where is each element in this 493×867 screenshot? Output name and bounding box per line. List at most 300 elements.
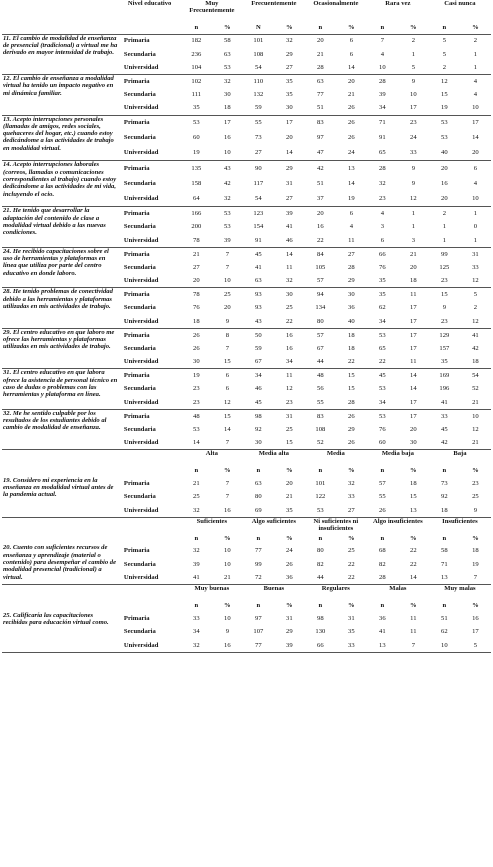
percent-cell: 25 (348, 547, 355, 555)
percent-cell: 28 (348, 263, 355, 271)
count-cell: 20 (317, 37, 324, 45)
percent-cell: 33 (348, 641, 355, 649)
subheader-n: n (380, 467, 385, 475)
survey-results-table (2, 0, 491, 653)
count-cell: 196 (439, 385, 450, 393)
percent-cell: 7 (411, 641, 415, 649)
percent-cell: 18 (410, 479, 417, 487)
count-cell: 53 (379, 412, 386, 420)
education-level-label: Primaria (123, 614, 150, 622)
count-cell: 32 (193, 641, 200, 649)
education-level-label: Secundaria (123, 180, 156, 188)
subheader-n: n (256, 534, 261, 542)
subheader-n: n (442, 534, 447, 542)
count-cell: 105 (315, 263, 326, 271)
count-cell: 2 (442, 210, 446, 218)
percent-cell: 9 (411, 165, 415, 173)
count-cell: 63 (255, 277, 262, 285)
percent-cell: 16 (472, 614, 479, 622)
education-level-label: Primaria (123, 547, 150, 555)
section-column-header: Alta (205, 450, 218, 458)
percent-cell: 30 (410, 439, 417, 447)
percent-cell: 35 (348, 628, 355, 636)
percent-cell: 22 (410, 560, 417, 568)
percent-cell: 31 (286, 180, 293, 188)
count-cell: 48 (317, 372, 324, 380)
section-column-header: Ni suficientes ni insuficientes (313, 517, 359, 533)
percent-cell: 17 (410, 344, 417, 352)
count-cell: 23 (379, 195, 386, 203)
education-level-label: Primaria (123, 412, 150, 420)
count-cell: 54 (255, 195, 262, 203)
count-cell: 57 (317, 331, 324, 339)
percent-cell: 10 (224, 547, 231, 555)
percent-cell: 3 (411, 236, 415, 244)
section-subheader-row (2, 600, 491, 612)
count-cell: 53 (193, 425, 200, 433)
education-level-label: Universidad (123, 236, 159, 244)
count-cell: 10 (441, 641, 448, 649)
section-column-header: Malas (389, 585, 407, 593)
percent-cell: 30 (286, 291, 293, 299)
percent-cell: 21 (286, 493, 293, 501)
education-level-label: Secundaria (123, 344, 156, 352)
percent-cell: 29 (286, 628, 293, 636)
percent-cell: 18 (410, 277, 417, 285)
education-level-label: Universidad (123, 195, 159, 203)
percent-cell: 31 (286, 412, 293, 420)
percent-cell: 31 (286, 614, 293, 622)
percent-cell: 24 (286, 547, 293, 555)
count-cell: 93 (255, 304, 262, 312)
percent-cell: 10 (224, 614, 231, 622)
subheader-pct: % (472, 24, 479, 32)
count-cell: 92 (255, 425, 262, 433)
count-cell: 101 (253, 37, 264, 45)
education-level-label: Secundaria (123, 91, 156, 99)
count-cell: 30 (193, 358, 200, 366)
percent-cell: 17 (410, 317, 417, 325)
count-cell: 21 (193, 479, 200, 487)
percent-cell: 16 (286, 344, 293, 352)
percent-cell: 7 (225, 439, 229, 447)
percent-cell: 33 (472, 263, 479, 271)
count-cell: 71 (441, 560, 448, 568)
percent-cell: 6 (473, 165, 478, 173)
count-cell: 21 (193, 250, 200, 258)
count-cell: 65 (379, 344, 386, 352)
percent-cell: 9 (411, 180, 415, 188)
section-column-header: Regulares (321, 585, 350, 593)
subheader-pct: % (224, 24, 231, 32)
count-cell: 77 (255, 547, 262, 555)
percent-cell: 7 (225, 263, 229, 271)
count-cell: 5 (442, 50, 446, 58)
percent-cell: 17 (410, 412, 417, 420)
percent-cell: 21 (472, 398, 479, 406)
percent-cell: 4 (473, 77, 478, 85)
subheader-pct: % (348, 467, 355, 475)
percent-cell: 29 (348, 425, 355, 433)
count-cell: 13 (441, 574, 448, 582)
count-cell: 71 (379, 119, 386, 127)
percent-cell: 30 (286, 104, 293, 112)
count-cell: 76 (379, 263, 386, 271)
count-cell: 12 (441, 77, 448, 85)
percent-cell: 33 (410, 149, 417, 157)
education-level-label: Universidad (123, 317, 159, 325)
percent-cell: 16 (286, 331, 293, 339)
percent-cell: 14 (348, 63, 355, 71)
percent-cell: 4 (473, 180, 478, 188)
education-level-label: Universidad (123, 439, 159, 447)
question-text: 32. Me he sentido culpable por los resultados de los estudiantes debido al cambio de modalidad de enseñanza. (3, 409, 107, 432)
percent-cell: 15 (348, 385, 355, 393)
percent-cell: 15 (224, 358, 231, 366)
count-cell: 35 (441, 358, 448, 366)
count-cell: 28 (379, 165, 386, 173)
count-cell: 134 (315, 304, 326, 312)
question-text: 29. El centro educativo en que laboro me ofrece las herramientas y plataformas utilizadas en mis actividades de trabajo. (3, 328, 115, 351)
percent-cell: 20 (472, 149, 479, 157)
percent-cell: 9 (225, 628, 229, 636)
count-cell: 1 (442, 236, 446, 244)
subheader-n: n (318, 534, 323, 542)
percent-cell: 22 (286, 317, 293, 325)
count-cell: 35 (379, 291, 386, 299)
count-cell: 21 (317, 50, 324, 58)
count-cell: 117 (253, 180, 264, 188)
count-cell: 32 (379, 180, 386, 188)
percent-cell: 17 (410, 304, 417, 312)
count-cell: 200 (191, 223, 202, 231)
education-level-label: Universidad (123, 506, 159, 514)
count-cell: 80 (317, 547, 324, 555)
count-cell: 51 (317, 104, 324, 112)
count-cell: 83 (317, 119, 324, 127)
percent-cell: 21 (410, 250, 417, 258)
count-cell: 63 (255, 479, 262, 487)
percent-cell: 25 (224, 291, 231, 299)
count-cell: 53 (441, 119, 448, 127)
percent-cell: 39 (224, 236, 231, 244)
education-level-label: Primaria (123, 372, 150, 380)
percent-cell: 40 (348, 317, 355, 325)
count-cell: 19 (193, 149, 200, 157)
table-row (2, 161, 491, 176)
count-cell: 65 (379, 149, 386, 157)
section-column-header: Buenas (263, 585, 285, 593)
percent-cell: 14 (348, 180, 355, 188)
count-cell: 66 (317, 641, 324, 649)
percent-cell: 11 (286, 263, 293, 271)
count-cell: 53 (317, 506, 324, 514)
percent-cell: 5 (473, 641, 478, 649)
count-cell: 54 (255, 63, 262, 71)
count-cell: 53 (379, 385, 386, 393)
count-cell: 19 (441, 104, 448, 112)
count-cell: 158 (191, 180, 202, 188)
count-cell: 46 (255, 385, 262, 393)
section-column-header: Muy malas (444, 585, 476, 593)
percent-cell: 14 (224, 425, 231, 433)
section-column-header: Media baja (381, 450, 414, 458)
education-level-label: Primaria (123, 37, 150, 45)
education-level-label: Secundaria (123, 385, 156, 393)
percent-cell: 17 (410, 398, 417, 406)
header-rara-vez: Rara vez (385, 0, 411, 7)
count-cell: 91 (255, 236, 262, 244)
count-cell: 60 (193, 134, 200, 142)
education-level-label: Secundaria (123, 560, 156, 568)
subheader-pct: % (410, 24, 417, 32)
count-cell: 72 (255, 574, 262, 582)
subheader-n: n (256, 602, 261, 610)
count-cell: 77 (317, 91, 324, 99)
table-row (2, 247, 491, 261)
count-cell: 125 (439, 263, 450, 271)
percent-cell: 4 (349, 223, 353, 231)
subheader-n: n (256, 467, 261, 475)
subheader-pct: % (472, 467, 479, 475)
subheader-pct: % (410, 534, 417, 542)
count-cell: 45 (441, 425, 448, 433)
percent-cell: 6 (349, 50, 353, 58)
count-cell: 26 (193, 331, 200, 339)
percent-cell: 41 (286, 223, 293, 231)
percent-cell: 7 (225, 479, 229, 487)
education-level-label: Universidad (123, 358, 159, 366)
percent-cell: 20 (286, 479, 293, 487)
table-row (2, 477, 491, 491)
count-cell: 41 (255, 263, 262, 271)
percent-cell: 6 (349, 210, 353, 218)
count-cell: 39 (379, 91, 386, 99)
education-level-label: Secundaria (123, 425, 156, 433)
count-cell: 76 (379, 425, 386, 433)
count-cell: 16 (317, 223, 324, 231)
percent-cell: 27 (348, 250, 355, 258)
percent-cell: 9 (225, 317, 229, 325)
count-cell: 236 (191, 50, 202, 58)
question-text: 24. He recibido capacitaciones sobre el uso de herramientas y plataformas en línea que utiliza por parte del centro educativo en donde laboro. (3, 247, 109, 277)
percent-cell: 27 (348, 506, 355, 514)
count-cell: 51 (317, 180, 324, 188)
percent-cell: 17 (472, 119, 479, 127)
education-level-label: Primaria (123, 250, 150, 258)
education-level-label: Primaria (123, 479, 150, 487)
table-row (2, 544, 491, 558)
percent-cell: 23 (410, 119, 417, 127)
header-nivel-educativo: Nivel educativo (127, 0, 172, 7)
count-cell: 122 (315, 493, 326, 501)
education-level-label: Universidad (123, 398, 159, 406)
subheader-n: N (255, 24, 261, 32)
percent-cell: 20 (286, 134, 293, 142)
count-cell: 34 (379, 398, 386, 406)
percent-cell: 1 (473, 236, 478, 244)
percent-cell: 24 (410, 134, 417, 142)
table-row (2, 115, 491, 130)
percent-cell: 20 (410, 425, 417, 433)
percent-cell: 19 (348, 195, 355, 203)
education-level-label: Primaria (123, 119, 150, 127)
percent-cell: 2 (473, 37, 478, 45)
count-cell: 69 (255, 506, 262, 514)
subheader-n: n (318, 24, 323, 32)
count-cell: 36 (379, 614, 386, 622)
table-row (2, 612, 491, 626)
percent-cell: 53 (224, 210, 231, 218)
subheader-pct: % (348, 24, 355, 32)
percent-cell: 19 (472, 560, 479, 568)
count-cell: 107 (253, 628, 264, 636)
question-text: 31. El centro educativo en que labora ofrece la asistencia de personal técnico en caso de dudas o problemas con las herramientas y plataforma en línea. (3, 369, 118, 399)
count-cell: 20 (193, 277, 200, 285)
percent-cell: 2 (411, 37, 415, 45)
subheader-n: n (194, 534, 199, 542)
count-cell: 3 (380, 223, 384, 231)
count-cell: 18 (441, 506, 448, 514)
count-cell: 30 (255, 439, 262, 447)
count-cell: 78 (193, 236, 200, 244)
count-cell: 62 (379, 304, 386, 312)
subheader-n: n (380, 24, 385, 32)
subheader-pct: % (472, 534, 479, 542)
percent-cell: 12 (224, 398, 231, 406)
subheader-pct: % (410, 467, 417, 475)
section-header-row (2, 517, 491, 532)
count-cell: 45 (255, 250, 262, 258)
table-row (2, 328, 491, 342)
subheader-n: n (380, 534, 385, 542)
count-cell: 26 (379, 506, 386, 514)
percent-cell: 32 (224, 195, 231, 203)
count-cell: 82 (317, 560, 324, 568)
section-column-header: Insuficientes (442, 517, 478, 525)
count-cell: 90 (255, 165, 262, 173)
percent-cell: 33 (348, 493, 355, 501)
percent-cell: 30 (348, 291, 355, 299)
percent-cell: 11 (410, 291, 417, 299)
subheader-n: n (442, 467, 447, 475)
count-cell: 73 (441, 479, 448, 487)
percent-cell: 10 (472, 104, 479, 112)
count-cell: 135 (191, 165, 202, 173)
count-cell: 111 (191, 91, 202, 99)
question-text: 25. Calificaría las capacitaciones recibidas para educación virtual como. (3, 611, 109, 627)
count-cell: 108 (315, 425, 326, 433)
percent-cell: 18 (348, 344, 355, 352)
percent-cell: 26 (348, 134, 355, 142)
subheader-pct: % (348, 534, 355, 542)
percent-cell: 7 (225, 250, 229, 258)
count-cell: 102 (191, 77, 202, 85)
count-cell: 19 (193, 372, 200, 380)
count-cell: 43 (255, 317, 262, 325)
statistics-table-document (2, 0, 491, 653)
count-cell: 94 (317, 291, 324, 299)
count-cell: 62 (441, 628, 448, 636)
percent-cell: 35 (286, 91, 293, 99)
subheader-n: n (318, 602, 323, 610)
count-cell: 23 (193, 385, 200, 393)
count-cell: 132 (253, 91, 264, 99)
count-cell: 104 (191, 63, 202, 71)
percent-cell: 27 (286, 195, 293, 203)
section-column-header: Media alta (258, 450, 289, 458)
percent-cell: 10 (410, 91, 417, 99)
count-cell: 15 (441, 91, 448, 99)
count-cell: 18 (193, 317, 200, 325)
count-cell: 110 (253, 77, 264, 85)
percent-cell: 39 (286, 641, 293, 649)
percent-cell: 7 (225, 344, 229, 352)
section-subheader-row (2, 532, 491, 544)
percent-cell: 52 (472, 385, 479, 393)
education-level-label: Secundaria (123, 304, 156, 312)
percent-cell: 23 (286, 398, 293, 406)
percent-cell: 35 (286, 506, 293, 514)
percent-cell: 32 (286, 37, 293, 45)
percent-cell: 21 (472, 439, 479, 447)
count-cell: 63 (317, 77, 324, 85)
subheader-pct: % (224, 467, 231, 475)
percent-cell: 14 (410, 372, 417, 380)
education-level-label: Primaria (123, 77, 150, 85)
percent-cell: 27 (286, 63, 293, 71)
count-cell: 83 (317, 412, 324, 420)
count-cell: 42 (317, 165, 324, 173)
count-cell: 78 (193, 291, 200, 299)
count-cell: 169 (439, 372, 450, 380)
percent-cell: 43 (224, 165, 231, 173)
percent-cell: 10 (472, 412, 479, 420)
count-cell: 34 (379, 317, 386, 325)
education-level-label: Primaria (123, 291, 150, 299)
education-level-label: Universidad (123, 104, 159, 112)
count-cell: 7 (380, 37, 384, 45)
count-cell: 80 (255, 493, 262, 501)
percent-cell: 22 (348, 358, 355, 366)
count-cell: 123 (253, 210, 264, 218)
count-cell: 35 (193, 104, 200, 112)
education-level-label: Secundaria (123, 263, 156, 271)
subheader-pct: % (286, 24, 293, 32)
count-cell: 76 (193, 304, 200, 312)
question-text: 19. Considero mi experiencia en la enseñanza en modalidad virtual antes de la pandemia actual. (3, 476, 114, 499)
count-cell: 26 (193, 344, 200, 352)
percent-cell: 16 (224, 134, 231, 142)
education-level-label: Secundaria (123, 134, 156, 142)
percent-cell: 26 (286, 560, 293, 568)
count-cell: 25 (193, 493, 200, 501)
percent-cell: 32 (348, 479, 355, 487)
subheader-pct: % (286, 602, 293, 610)
percent-cell: 15 (410, 493, 417, 501)
education-level-label: Secundaria (123, 223, 156, 231)
percent-cell: 12 (472, 277, 479, 285)
count-cell: 16 (441, 180, 448, 188)
count-cell: 47 (317, 149, 324, 157)
count-cell: 10 (379, 63, 386, 71)
percent-cell: 17 (224, 119, 231, 127)
count-cell: 92 (441, 493, 448, 501)
percent-cell: 21 (348, 91, 355, 99)
education-level-label: Primaria (123, 331, 150, 339)
count-cell: 53 (379, 331, 386, 339)
question-text: 14. Acepto interrupciones laborales (correos, llamadas o comunicaciones correspondientes al trabajo) cuando estoy dedicándome a las actividades de mi vida, incluyendo el ocio. (3, 161, 117, 198)
